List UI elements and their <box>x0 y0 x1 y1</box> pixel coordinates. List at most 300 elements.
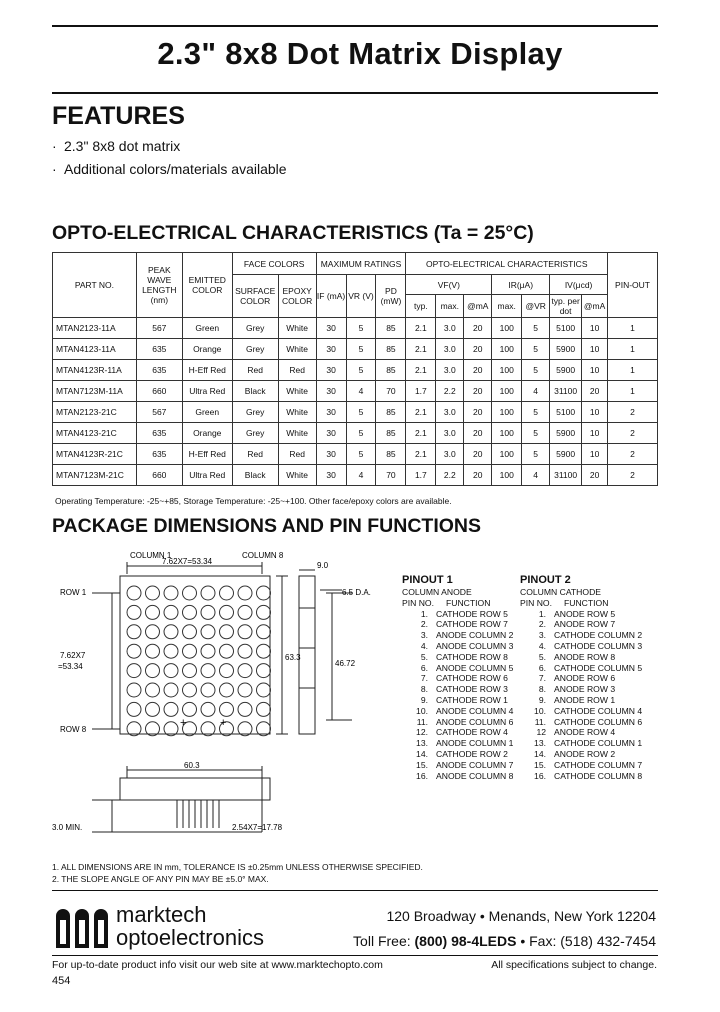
matrix-dot <box>164 702 178 716</box>
pinout-row <box>520 706 660 717</box>
matrix-dot <box>201 664 215 678</box>
table-cell: Red <box>278 444 316 465</box>
pin-number: 8. <box>420 684 428 695</box>
table-cell: 30 <box>316 360 346 381</box>
table-cell: 2 <box>608 423 658 444</box>
hdr-surface: SURFACE COLOR <box>232 275 278 318</box>
table-cell: 1 <box>608 339 658 360</box>
table-cell: 100 <box>492 360 522 381</box>
pin-number: 8. <box>538 684 546 695</box>
matrix-dot <box>183 664 197 678</box>
table-cell: 10 <box>582 360 608 381</box>
pinout-row <box>520 771 660 782</box>
label-height-dim2: =53.34 <box>58 662 83 671</box>
table-cell: 20 <box>582 465 608 486</box>
hdr-at-vr: @VR <box>522 295 550 318</box>
table-cell: 3.0 <box>436 339 464 360</box>
pinout-row <box>520 652 660 663</box>
pinout-row <box>520 673 660 684</box>
table-cell: Grey <box>232 423 278 444</box>
pin-number: 3. <box>420 630 428 641</box>
pinout-row <box>402 727 520 738</box>
toll-number: (800) 98-4LEDS <box>414 933 517 949</box>
table-cell: White <box>278 423 316 444</box>
table-cell: H-Eff Red <box>182 360 232 381</box>
table-cell: 30 <box>316 318 346 339</box>
hdr-emitted: EMITTED COLOR <box>182 253 232 318</box>
matrix-dot <box>220 625 234 639</box>
label-height-dim1: 7.62X7 <box>60 651 86 660</box>
pin-function: ANODE COLUMN 3 <box>436 640 514 651</box>
label-pin-pitch: 2.54X7=17.78 <box>232 823 283 832</box>
table-cell: 31100 <box>550 465 582 486</box>
pin-function: ANODE ROW 4 <box>554 727 616 738</box>
table-cell: 20 <box>464 318 492 339</box>
hdr-vf: VF(V) <box>406 275 492 295</box>
part-number-cell: MTAN2123-21C <box>53 402 137 423</box>
table-cell: 100 <box>492 465 522 486</box>
pin-function: CATHODE COLUMN 4 <box>554 705 643 716</box>
table-cell: 5 <box>346 339 376 360</box>
hdr-pd: PD (mW) <box>376 275 406 318</box>
matrix-dot <box>146 683 160 697</box>
hdr-face-colors: FACE COLORS <box>232 253 316 275</box>
table-cell: 635 <box>136 339 182 360</box>
matrix-dot <box>257 625 271 639</box>
pin-number: 13. <box>534 738 546 749</box>
table-cell: 5900 <box>550 423 582 444</box>
pinout-row <box>520 695 660 706</box>
part-number-cell: MTAN4123R-11A <box>53 360 137 381</box>
table-cell: 10 <box>582 402 608 423</box>
table-cell: 4 <box>522 381 550 402</box>
matrix-dot <box>257 664 271 678</box>
table-cell: 2.1 <box>406 318 436 339</box>
table-cell: Orange <box>182 339 232 360</box>
company-name-2: optoelectronics <box>116 925 264 950</box>
matrix-dot <box>183 625 197 639</box>
table-cell: White <box>278 402 316 423</box>
table-cell: 2.1 <box>406 339 436 360</box>
table-cell: 30 <box>316 444 346 465</box>
label-row8: ROW 8 <box>60 725 87 734</box>
matrix-dot <box>164 625 178 639</box>
function-header: FUNCTION <box>446 597 491 608</box>
table-cell: 10 <box>582 423 608 444</box>
table-cell: 5900 <box>550 444 582 465</box>
matrix-dot <box>164 683 178 697</box>
table-row <box>53 339 658 360</box>
table-cell: 1 <box>608 381 658 402</box>
table-cell: 85 <box>376 444 406 465</box>
table-cell: Orange <box>182 423 232 444</box>
pinout-row <box>520 749 660 760</box>
matrix-dot <box>127 625 141 639</box>
table-cell: 5900 <box>550 339 582 360</box>
matrix-dot <box>183 644 197 658</box>
pin-function: CATHODE COLUMN 8 <box>554 770 643 781</box>
pin-function: ANODE COLUMN 1 <box>436 738 514 749</box>
matrix-dot <box>164 644 178 658</box>
pin-number: 4. <box>538 640 546 651</box>
part-number-cell: MTAN7123M-11A <box>53 381 137 402</box>
pinout-2 <box>520 573 660 781</box>
table-cell: Red <box>232 444 278 465</box>
table-cell: 2 <box>608 465 658 486</box>
pinout-subtitle: COLUMN CATHODE <box>520 587 602 597</box>
spec-table-body <box>53 318 658 486</box>
pin-function: ANODE COLUMN 7 <box>436 759 514 770</box>
table-cell: 1.7 <box>406 465 436 486</box>
matrix-dot <box>201 586 215 600</box>
hdr-vr: VR (V) <box>346 275 376 318</box>
table-cell: Ultra Red <box>182 381 232 402</box>
pin-number: 12. <box>416 727 428 738</box>
table-cell: 100 <box>492 423 522 444</box>
table-cell: 4 <box>346 381 376 402</box>
table-cell: Green <box>182 402 232 423</box>
table-row <box>53 465 658 486</box>
title-rule <box>52 92 658 94</box>
part-number-cell: MTAN7123M-21C <box>53 465 137 486</box>
pin-number: 16. <box>416 770 428 781</box>
matrix-dot <box>164 664 178 678</box>
table-cell: 4 <box>522 465 550 486</box>
pinout-row <box>402 749 520 760</box>
table-cell: 20 <box>464 381 492 402</box>
table-cell: 5 <box>346 444 376 465</box>
matrix-dot <box>183 702 197 716</box>
pin-function: CATHODE ROW 7 <box>436 619 508 630</box>
matrix-dot <box>146 644 160 658</box>
part-number-cell: MTAN4123-11A <box>53 339 137 360</box>
company-top-rule <box>52 890 658 891</box>
pin-function: ANODE ROW 8 <box>554 651 616 662</box>
label-column8: COLUMN 8 <box>242 551 284 560</box>
pinout-title: PINOUT 1 <box>402 574 453 586</box>
table-header-row <box>53 253 658 275</box>
label-side-width: 9.0 <box>317 561 329 570</box>
matrix-dot <box>127 586 141 600</box>
pin-function: CATHODE COLUMN 6 <box>554 716 643 727</box>
pinout-row <box>520 619 660 630</box>
package-heading: PACKAGE DIMENSIONS AND PIN FUNCTIONS <box>52 515 482 537</box>
matrix-dot <box>146 625 160 639</box>
pinout-subtitle: COLUMN ANODE <box>402 587 472 597</box>
pin-number: 1. <box>538 608 546 619</box>
table-cell: 3.0 <box>436 360 464 381</box>
table-cell: Red <box>232 360 278 381</box>
table-cell: 10 <box>582 339 608 360</box>
table-cell: 3.0 <box>436 423 464 444</box>
table-cell: 85 <box>376 318 406 339</box>
spec-table <box>52 252 658 486</box>
table-cell: White <box>278 465 316 486</box>
matrix-dot <box>257 702 271 716</box>
plus-marker: + <box>180 717 187 729</box>
table-cell: 5 <box>522 402 550 423</box>
table-cell: 100 <box>492 318 522 339</box>
pinout-row <box>402 717 520 728</box>
matrix-dot <box>146 605 160 619</box>
table-cell: 31100 <box>550 381 582 402</box>
table-cell: White <box>278 381 316 402</box>
pinout-row <box>402 673 520 684</box>
table-cell: 5 <box>346 360 376 381</box>
pin-function: CATHODE ROW 3 <box>436 684 508 695</box>
table-cell: 10 <box>582 318 608 339</box>
table-row <box>53 402 658 423</box>
pin-number: 2. <box>538 619 546 630</box>
pin-number: 15. <box>534 759 546 770</box>
label-width-dim: 7.62X7=53.34 <box>162 557 213 566</box>
matrix-dot <box>164 586 178 600</box>
dimension-note-1: 1. ALL DIMENSIONS ARE IN mm, TOLERANCE IS ±0.25mm UNLESS OTHERWISE SPECIFIED. <box>52 862 423 872</box>
top-rule <box>52 25 658 27</box>
matrix-dot <box>183 683 197 697</box>
pin-number: 13. <box>416 738 428 749</box>
label-row1: ROW 1 <box>60 588 87 597</box>
table-cell: 2 <box>608 402 658 423</box>
table-cell: 85 <box>376 423 406 444</box>
pin-function: ANODE ROW 6 <box>554 673 616 684</box>
pin-number: 12 <box>536 727 546 738</box>
pin-function: ANODE ROW 5 <box>554 608 616 619</box>
pin-number: 15. <box>416 759 428 770</box>
matrix-dot <box>201 605 215 619</box>
pin-number: 9. <box>420 694 428 705</box>
matrix-dot <box>257 683 271 697</box>
table-cell: 2.2 <box>436 381 464 402</box>
hdr-ir: IR(μA) <box>492 275 550 295</box>
bottom-view-body <box>120 778 270 800</box>
table-cell: Black <box>232 381 278 402</box>
pinout-row <box>520 760 660 771</box>
matrix-dot <box>201 683 215 697</box>
company-contact <box>353 933 656 949</box>
table-cell: 2.2 <box>436 465 464 486</box>
matrix-dot <box>238 644 252 658</box>
part-number-cell: MTAN4123R-21C <box>53 444 137 465</box>
pin-number: 6. <box>538 662 546 673</box>
table-cell: 5 <box>522 318 550 339</box>
pin-number: 16. <box>534 770 546 781</box>
hdr-epoxy: EPOXY COLOR <box>278 275 316 318</box>
pinout-column-headers <box>402 598 520 609</box>
package-drawing <box>52 548 397 838</box>
table-cell: 100 <box>492 381 522 402</box>
hdr-part-no: PART NO. <box>53 253 137 318</box>
label-side-height: 63.3 <box>285 653 301 662</box>
matrix-dot <box>220 605 234 619</box>
hdr-typ: typ. <box>406 295 436 318</box>
table-cell: 1 <box>608 360 658 381</box>
table-cell: 635 <box>136 360 182 381</box>
pin-function: CATHODE COLUMN 1 <box>554 738 643 749</box>
label-dot-dia: 6.5 D.A. <box>342 588 371 597</box>
table-cell: 30 <box>316 339 346 360</box>
pin-function: CATHODE COLUMN 2 <box>554 630 643 641</box>
features-heading: FEATURES <box>52 102 185 130</box>
hdr-max-ratings: MAXIMUM RATINGS <box>316 253 406 275</box>
table-cell: 5900 <box>550 360 582 381</box>
table-cell: 2.1 <box>406 423 436 444</box>
table-cell: 5 <box>522 339 550 360</box>
pin-function: CATHODE ROW 1 <box>436 694 508 705</box>
pinout-row <box>402 641 520 652</box>
pin-number: 7. <box>420 673 428 684</box>
pinout-row <box>402 663 520 674</box>
matrix-dot <box>201 625 215 639</box>
pin-no-header: PIN NO. <box>402 597 434 608</box>
table-cell: 5 <box>346 318 376 339</box>
table-cell: 5 <box>522 444 550 465</box>
pin-number: 2. <box>420 619 428 630</box>
matrix-dot <box>146 664 160 678</box>
dimension-note-2: 2. THE SLOPE ANGLE OF ANY PIN MAY BE ±5.0° MAX. <box>52 874 269 884</box>
part-number-cell: MTAN4123-21C <box>53 423 137 444</box>
table-row <box>53 423 658 444</box>
marktech-logo-icon <box>52 904 112 950</box>
hdr-at-ma-iv: @mA <box>582 295 608 318</box>
pin-function: ANODE ROW 2 <box>554 748 616 759</box>
table-cell: 30 <box>316 381 346 402</box>
label-bottom-width: 60.3 <box>184 761 200 770</box>
matrix-dot <box>220 664 234 678</box>
pinout-1 <box>402 573 520 781</box>
table-cell: Black <box>232 465 278 486</box>
matrix-dot <box>183 586 197 600</box>
pin-function: ANODE ROW 3 <box>554 684 616 695</box>
table-cell: Red <box>278 360 316 381</box>
table-cell: 3.0 <box>436 444 464 465</box>
dot-matrix <box>127 586 271 736</box>
pin-function: CATHODE COLUMN 7 <box>554 759 643 770</box>
toll-label: Toll Free: <box>353 933 411 949</box>
table-row <box>53 381 658 402</box>
table-cell: 20 <box>582 381 608 402</box>
pin-number: 3. <box>538 630 546 641</box>
pin-number: 11. <box>534 716 546 727</box>
pinout-row <box>520 738 660 749</box>
feature-item: · 2.3" 8x8 dot matrix <box>52 138 181 154</box>
pin-function: ANODE COLUMN 6 <box>436 716 514 727</box>
pin-number: 5. <box>420 651 428 662</box>
footer-website: For up-to-date product info visit our web site at www.marktechopto.com <box>52 959 383 971</box>
table-cell: 567 <box>136 402 182 423</box>
matrix-dot <box>127 702 141 716</box>
pin-function: CATHODE ROW 5 <box>436 608 508 619</box>
function-header: FUNCTION <box>564 597 609 608</box>
table-row <box>53 360 658 381</box>
company-bottom-rule <box>52 955 658 956</box>
table-cell: Grey <box>232 318 278 339</box>
operating-temp-note: Operating Temperature: -25~+85, Storage Temperature: -25~+100. Other face/epoxy colors are available. <box>55 496 452 506</box>
pin-number: 1. <box>420 608 428 619</box>
table-cell: 100 <box>492 402 522 423</box>
matrix-dot <box>220 702 234 716</box>
pin-function: CATHODE ROW 4 <box>436 727 508 738</box>
page-number: 454 <box>52 975 71 987</box>
pin-function: CATHODE ROW 8 <box>436 651 508 662</box>
matrix-dot <box>238 605 252 619</box>
table-cell: 30 <box>316 465 346 486</box>
table-cell: 85 <box>376 339 406 360</box>
pinout-row <box>402 760 520 771</box>
table-cell: 4 <box>346 465 376 486</box>
pin-function: ANODE COLUMN 5 <box>436 662 514 673</box>
table-cell: White <box>278 318 316 339</box>
pinout-row <box>402 771 520 782</box>
matrix-dot <box>127 664 141 678</box>
pinout-row <box>402 706 520 717</box>
pinout-row <box>520 663 660 674</box>
matrix-dot <box>238 683 252 697</box>
pin-number: 9. <box>538 694 546 705</box>
matrix-dot <box>127 644 141 658</box>
table-cell: Ultra Red <box>182 465 232 486</box>
pin-number: 6. <box>420 662 428 673</box>
pin-function: ANODE COLUMN 8 <box>436 770 514 781</box>
matrix-dot <box>257 644 271 658</box>
matrix-dot <box>127 605 141 619</box>
matrix-dot <box>238 586 252 600</box>
table-cell: 5100 <box>550 402 582 423</box>
matrix-dot <box>164 605 178 619</box>
pinout-column-headers <box>520 598 660 609</box>
pin-number: 5. <box>538 651 546 662</box>
table-cell: 20 <box>464 465 492 486</box>
table-cell: 660 <box>136 381 182 402</box>
matrix-dot <box>220 644 234 658</box>
pinout-row <box>520 717 660 728</box>
table-cell: 70 <box>376 465 406 486</box>
hdr-max: max. <box>436 295 464 318</box>
pin-function: ANODE COLUMN 2 <box>436 630 514 641</box>
fax-number: • Fax: (518) 432-7454 <box>520 933 656 949</box>
matrix-dot <box>238 664 252 678</box>
table-cell: 660 <box>136 465 182 486</box>
table-cell: Green <box>182 318 232 339</box>
pinout-title: PINOUT 2 <box>520 574 571 586</box>
matrix-dot <box>257 605 271 619</box>
table-cell: 3.0 <box>436 402 464 423</box>
table-cell: 2.1 <box>406 402 436 423</box>
table-cell: 100 <box>492 339 522 360</box>
table-cell: 20 <box>464 444 492 465</box>
pinout-row <box>402 609 520 620</box>
matrix-dot <box>201 702 215 716</box>
hdr-at-ma: @mA <box>464 295 492 318</box>
matrix-dot <box>127 683 141 697</box>
pinout-row <box>402 695 520 706</box>
table-cell: 635 <box>136 444 182 465</box>
table-cell: 1 <box>608 318 658 339</box>
hdr-max-ir: max. <box>492 295 522 318</box>
table-cell: 2.1 <box>406 444 436 465</box>
hdr-typ-per-dot: typ. per dot <box>551 296 580 316</box>
table-cell: 567 <box>136 318 182 339</box>
pin-function: CATHODE COLUMN 3 <box>554 640 643 651</box>
table-cell: 85 <box>376 402 406 423</box>
table-cell: H-Eff Red <box>182 444 232 465</box>
label-column1: COLUMN 1 <box>130 551 172 560</box>
label-pin-height: 46.72 <box>335 659 356 668</box>
table-cell: 5 <box>522 360 550 381</box>
table-cell: 3.0 <box>436 318 464 339</box>
table-cell: 85 <box>376 360 406 381</box>
pinout-row <box>402 630 520 641</box>
